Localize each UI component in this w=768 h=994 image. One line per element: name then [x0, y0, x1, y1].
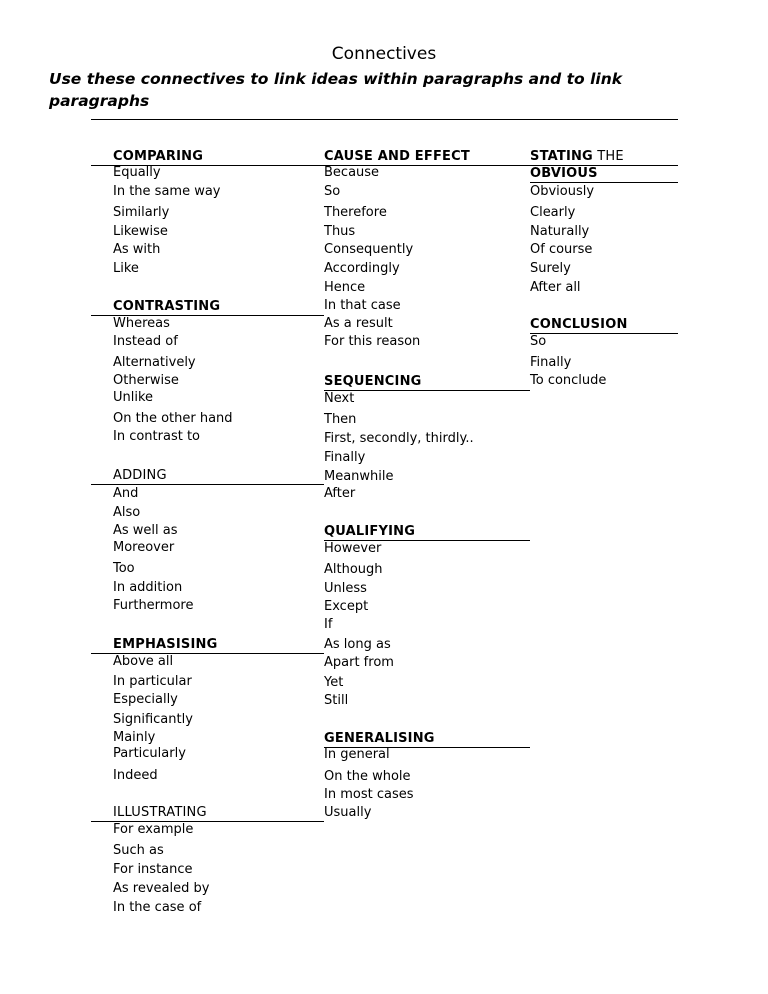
- header-divider: [91, 119, 678, 120]
- section-conclusion: [530, 317, 678, 388]
- list-item: As well as: [113, 523, 178, 538]
- list-item: Finally: [324, 450, 366, 465]
- list-item: Such as: [113, 843, 164, 858]
- list-item: For this reason: [324, 334, 421, 349]
- list-item: In addition: [113, 580, 183, 595]
- list-item: As with: [113, 242, 161, 257]
- section-heading: CONTRASTING: [91, 299, 324, 316]
- list-item: As revealed by: [113, 881, 210, 896]
- section-heading-line2: OBVIOUS: [530, 166, 678, 183]
- list-item: Significantly: [113, 712, 193, 727]
- list-item: In most cases: [324, 787, 414, 802]
- section-emphasising: [91, 637, 324, 783]
- section-comparing: [91, 149, 324, 276]
- section-contrasting: [91, 299, 324, 444]
- section-heading: CAUSE AND EFFECT: [324, 149, 530, 166]
- section-sequencing: [324, 374, 530, 501]
- section-heading: COMPARING: [91, 149, 324, 166]
- heading-part: THE: [592, 149, 624, 164]
- list-item: In general: [324, 747, 390, 762]
- list-item: Also: [113, 505, 141, 520]
- list-item: Thus: [324, 224, 356, 239]
- list-item: Although: [324, 562, 383, 577]
- list-item: After all: [530, 280, 581, 295]
- list-item: Likewise: [113, 224, 168, 239]
- list-item: On the other hand: [113, 411, 233, 426]
- list-item: So: [324, 184, 341, 199]
- section-adding: [91, 468, 324, 613]
- section-heading: ILLUSTRATING: [91, 805, 324, 822]
- list-item: In particular: [113, 674, 192, 689]
- list-item: Especially: [113, 692, 178, 707]
- list-item: Indeed: [113, 768, 158, 783]
- list-item: Finally: [530, 355, 572, 370]
- section-cause-and-effect: [324, 149, 530, 349]
- section-heading: CONCLUSION: [530, 317, 678, 334]
- list-item: However: [324, 541, 382, 556]
- list-item: Yet: [324, 675, 344, 690]
- section-qualifying: [324, 524, 530, 708]
- list-item: Unlike: [113, 390, 154, 405]
- list-item: Then: [324, 412, 357, 427]
- list-item: Consequently: [324, 242, 414, 257]
- list-item: To conclude: [530, 373, 607, 388]
- list-item: Too: [113, 561, 135, 576]
- list-item: In the same way: [113, 184, 221, 199]
- list-item: Similarly: [113, 205, 170, 220]
- list-item: And: [113, 486, 139, 501]
- list-item: Furthermore: [113, 598, 194, 613]
- page-subtitle: Use these connectives to link ideas within paragraphs and to link paragraphs: [49, 70, 623, 110]
- list-item: Above all: [113, 654, 174, 669]
- list-item: First, secondly, thirdly..: [324, 431, 474, 446]
- section-heading: GENERALISING: [324, 731, 530, 748]
- list-item: Apart from: [324, 655, 394, 670]
- list-item: Alternatively: [113, 355, 196, 370]
- list-item: Accordingly: [324, 261, 400, 276]
- list-item: Unless: [324, 581, 367, 596]
- list-item: Instead of: [113, 334, 178, 349]
- list-item: Hence: [324, 280, 366, 295]
- list-item: If: [324, 617, 333, 632]
- list-item: After: [324, 486, 356, 501]
- list-item: On the whole: [324, 769, 411, 784]
- list-item: Usually: [324, 805, 372, 820]
- list-item: Of course: [530, 242, 593, 257]
- list-item: Still: [324, 693, 349, 708]
- section-generalising: [324, 731, 530, 820]
- section-illustrating: [91, 805, 324, 915]
- list-item: For instance: [113, 862, 193, 877]
- section-heading: [530, 149, 678, 166]
- list-item: Equally: [113, 165, 161, 180]
- list-item: In that case: [324, 298, 401, 313]
- list-item: Meanwhile: [324, 469, 394, 484]
- list-item: Except: [324, 599, 369, 614]
- section-heading: EMPHASISING: [91, 637, 324, 654]
- list-item: Moreover: [113, 540, 175, 555]
- page-title: Connectives: [331, 44, 437, 64]
- list-item: In the case of: [113, 900, 202, 915]
- list-item: In contrast to: [113, 429, 201, 444]
- list-item: Obviously: [530, 184, 595, 199]
- list-item: As a result: [324, 316, 393, 331]
- list-item: Naturally: [530, 224, 590, 239]
- list-item: Surely: [530, 261, 571, 276]
- section-heading: ADDING: [91, 468, 324, 485]
- list-item: Clearly: [530, 205, 576, 220]
- section-stating-the-obvious: [530, 149, 678, 295]
- list-item: As long as: [324, 637, 391, 652]
- list-item: Therefore: [324, 205, 387, 220]
- list-item: Like: [113, 261, 139, 276]
- list-item: Because: [324, 165, 380, 180]
- list-item: Otherwise: [113, 373, 179, 388]
- list-item: Mainly: [113, 730, 156, 745]
- list-item: So: [530, 334, 547, 349]
- heading-part: STATING: [530, 149, 593, 164]
- list-item: For example: [113, 822, 194, 837]
- list-item: Particularly: [113, 746, 186, 761]
- list-item: Next: [324, 391, 355, 406]
- section-heading: SEQUENCING: [324, 374, 530, 391]
- list-item: Whereas: [113, 316, 170, 331]
- section-heading: QUALIFYING: [324, 524, 530, 541]
